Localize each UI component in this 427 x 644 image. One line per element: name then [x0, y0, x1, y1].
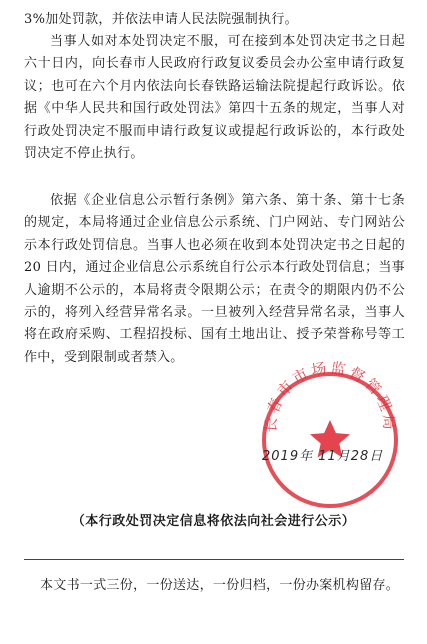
paragraph-appeal-rights: 当事人如对本处罚决定不服，可在接到本处罚决定书之日起六十日内，向长春市人民政府行政复议委员会办公室申请行政复议；也可在六个月内依法向长春铁路运输法院提起行政诉讼。依据《中华人民共和国行政处罚法》第四十五条的规定，当事人对行政处罚决定不服而申请行政复议或提起行政诉讼的，本行政处罚决定不停止执行。 [24, 34, 405, 162]
footer-divider [24, 559, 404, 560]
seal-stamp-icon [250, 360, 410, 520]
svg-text:长春市市场监督管理局: 长春市市场监督管理局 [261, 360, 399, 434]
paragraph-penalty-enforcement: 3%加处罚款，并依法申请人民法院强制执行。 [24, 12, 298, 27]
copies-note: 本文书一式三份，一份送达，一份归档，一份办案机构留存。 [40, 578, 400, 593]
public-notice: （本行政处罚决定信息将依法向社会进行公示） [71, 514, 356, 529]
official-seal [250, 360, 410, 520]
paragraph-public-disclosure: 依据《企业信息公示暂行条例》第六条、第十条、第十七条的规定，本局将通过企业信息公示系统、门户网站、专门网站公示本行政处罚信息。当事人也必须在收到本处罚决定书之日起的 20 日内，通过企业信息公示系统自行公示本行政处罚信息；当事人逾期不公示的，本局将责令限期公示；在责令的期限内仍不公示的，将列入经营异常名录。一旦被列入经营异常名录，当事人将在政府采购、工程招投标、国有土地出让、授予荣誉称号等工作中，受到限制或者禁入。 [24, 193, 405, 365]
signature-date: 2019年 11月28日 [262, 449, 384, 464]
